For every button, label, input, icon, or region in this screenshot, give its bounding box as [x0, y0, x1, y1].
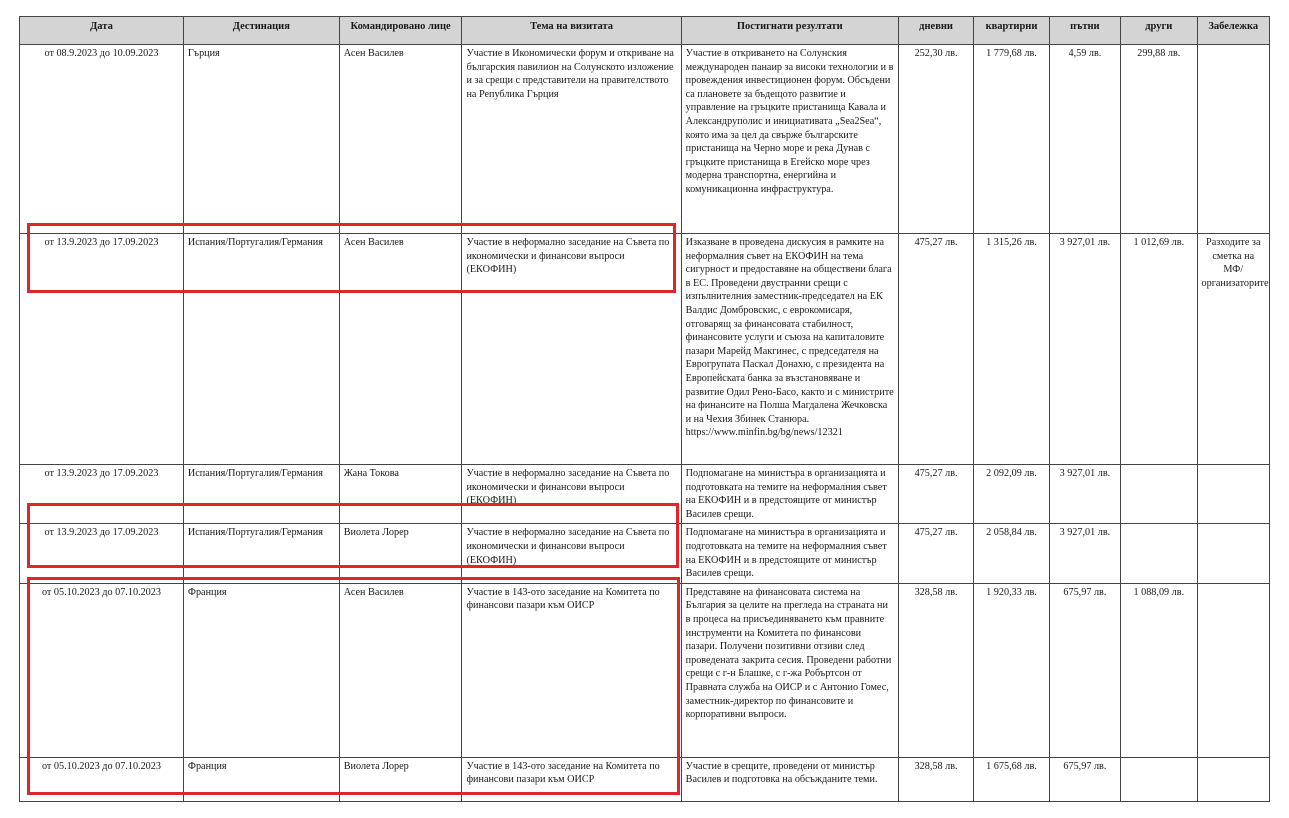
cell-results: Представяне на финансовата система на България за целите на прегледа на страната ни в процеса на присъединяването към правните инструменти на Комитета по финансови пазари. Получени позитивни отзиви след проведената закрита сесия. Проведени работни срещи с г-н Блашке, с г-жа Робъртсон от Правната служба на ОИСР и с Антонио Гомес, заместник-директор по финансовите и корпоративни въпроси. — [681, 583, 898, 757]
header-results: Постигнати резултати — [681, 17, 898, 45]
cell-travel: 3 927,01 лв. — [1049, 465, 1120, 524]
cell-daily: 328,58 лв. — [898, 583, 973, 757]
cell-other — [1121, 465, 1197, 524]
cell-topic: Участие в Икономически форум и откриване на българския павилион на Солунското изложение и за срещи с представители на правителството на Република Гърция — [462, 45, 681, 234]
cell-daily: 475,27 лв. — [898, 234, 973, 465]
cell-destination: Испания/Португалия/Германия — [183, 524, 339, 583]
cell-topic: Участие в неформално заседание на Съвета по икономически и финансови въпроси (ЕКОФИН) — [462, 524, 681, 583]
table-row — [20, 465, 1270, 524]
cell-lodging: 1 920,33 лв. — [974, 583, 1049, 757]
cell-person: Асен Василев — [339, 45, 462, 234]
cell-topic: Участие в неформално заседание на Съвета по икономически и финансови въпроси (ЕКОФИН) — [462, 234, 681, 465]
table-row — [20, 45, 1270, 234]
header-other: други — [1121, 17, 1197, 45]
cell-person: Асен Василев — [339, 583, 462, 757]
cell-lodging: 2 058,84 лв. — [974, 524, 1049, 583]
cell-person: Виолета Лорер — [339, 757, 462, 801]
cell-results: Подпомагане на министъра в организацията и подготовката на темите на неформалния съвет на ЕКОФИН и в предстоящите от министър Василев срещи. — [681, 524, 898, 583]
cell-destination: Франция — [183, 757, 339, 801]
cell-person: Асен Василев — [339, 234, 462, 465]
cell-travel: 675,97 лв. — [1049, 757, 1120, 801]
cell-lodging: 1 675,68 лв. — [974, 757, 1049, 801]
cell-person: Жана Токова — [339, 465, 462, 524]
cell-destination: Гърция — [183, 45, 339, 234]
cell-person: Виолета Лорер — [339, 524, 462, 583]
cell-note — [1197, 583, 1269, 757]
cell-note — [1197, 465, 1269, 524]
cell-date: от 13.9.2023 до 17.09.2023 — [20, 234, 184, 465]
cell-note — [1197, 45, 1269, 234]
cell-other — [1121, 524, 1197, 583]
cell-note — [1197, 757, 1269, 801]
cell-travel: 4,59 лв. — [1049, 45, 1120, 234]
cell-travel: 675,97 лв. — [1049, 583, 1120, 757]
cell-daily: 475,27 лв. — [898, 524, 973, 583]
cell-lodging: 1 315,26 лв. — [974, 234, 1049, 465]
cell-topic: Участие в 143-ото заседание на Комитета по финансови пазари към ОИСР — [462, 583, 681, 757]
cell-date: от 05.10.2023 до 07.10.2023 — [20, 583, 184, 757]
cell-travel: 3 927,01 лв. — [1049, 524, 1120, 583]
cell-other: 1 088,09 лв. — [1121, 583, 1197, 757]
cell-results: Участие в откриването на Солунския международен панаир за високи технологии и в провеждения инвестиционен форум. Обсъдени са плановете за бъдещото развитие и управление на гръцките пристанища Кавала и Александруполис и инициативата „Sea2Sea“, която има за цел да свърже българските пристанища на Черно море и река Дунав с гръцките пристанища в Егейско море чрез модерна транспортна, енергийна и комуникационна инфраструктура. — [681, 45, 898, 234]
table-row — [20, 234, 1270, 465]
header-date: Дата — [20, 17, 184, 45]
cell-results: Участие в срещите, проведени от министър Василев и подготовка на обсъжданите теми. — [681, 757, 898, 801]
cell-daily: 328,58 лв. — [898, 757, 973, 801]
header-lodging: квартирни — [974, 17, 1049, 45]
cell-travel: 3 927,01 лв. — [1049, 234, 1120, 465]
header-daily: дневни — [898, 17, 973, 45]
header-destination: Дестинация — [183, 17, 339, 45]
cell-note — [1197, 524, 1269, 583]
cell-daily: 475,27 лв. — [898, 465, 973, 524]
cell-note: Разходите за сметка на МФ/организаторите — [1197, 234, 1269, 465]
header-row — [20, 17, 1270, 45]
table-row — [20, 757, 1270, 801]
table-row — [20, 583, 1270, 757]
cell-destination: Франция — [183, 583, 339, 757]
cell-destination: Испания/Португалия/Германия — [183, 465, 339, 524]
header-topic: Тема на визитата — [462, 17, 681, 45]
cell-date: от 08.9.2023 до 10.09.2023 — [20, 45, 184, 234]
cell-date: от 13.9.2023 до 17.09.2023 — [20, 465, 184, 524]
cell-destination: Испания/Португалия/Германия — [183, 234, 339, 465]
header-note: Забележка — [1197, 17, 1269, 45]
cell-other: 299,88 лв. — [1121, 45, 1197, 234]
cell-topic: Участие в неформално заседание на Съвета по икономически и финансови въпроси (ЕКОФИН) — [462, 465, 681, 524]
table-row — [20, 524, 1270, 583]
cell-daily: 252,30 лв. — [898, 45, 973, 234]
cell-date: от 13.9.2023 до 17.09.2023 — [20, 524, 184, 583]
cell-results: Изказване в проведена дискусия в рамките на неформалния съвет на ЕКОФИН на тема сигурност и предоставяне на обществени блага в ЕС. Проведени двустранни срещи с изпълнителния заместник-председател на ЕК Валдис Домбровскис, с еврокомисаря, отговарящ за финансовата стабилност, финансовите услуги и съюза на капиталовите пазари Марейд Макгинес, с председателя на Еврогрупата Паскал Донахю, с президента на Европейската банка за възстановяване и развитие Одил Рено-Басо, както и с министрите на финансите на Полша Магдалена Жечковска и на Чехия Збинек Станюра. https://www.minfin.bg/bg/news/12321 — [681, 234, 898, 465]
header-travel: пътни — [1049, 17, 1120, 45]
header-person: Командировано лице — [339, 17, 462, 45]
cell-date: от 05.10.2023 до 07.10.2023 — [20, 757, 184, 801]
cell-results: Подпомагане на министъра в организацията и подготовката на темите на неформалния съвет на ЕКОФИН и в предстоящите от министър Василев срещи. — [681, 465, 898, 524]
cell-lodging: 2 092,09 лв. — [974, 465, 1049, 524]
cell-lodging: 1 779,68 лв. — [974, 45, 1049, 234]
cell-other — [1121, 757, 1197, 801]
cell-topic: Участие в 143-ото заседание на Комитета по финансови пазари към ОИСР — [462, 757, 681, 801]
cell-other: 1 012,69 лв. — [1121, 234, 1197, 465]
business-trips-table — [19, 16, 1270, 802]
